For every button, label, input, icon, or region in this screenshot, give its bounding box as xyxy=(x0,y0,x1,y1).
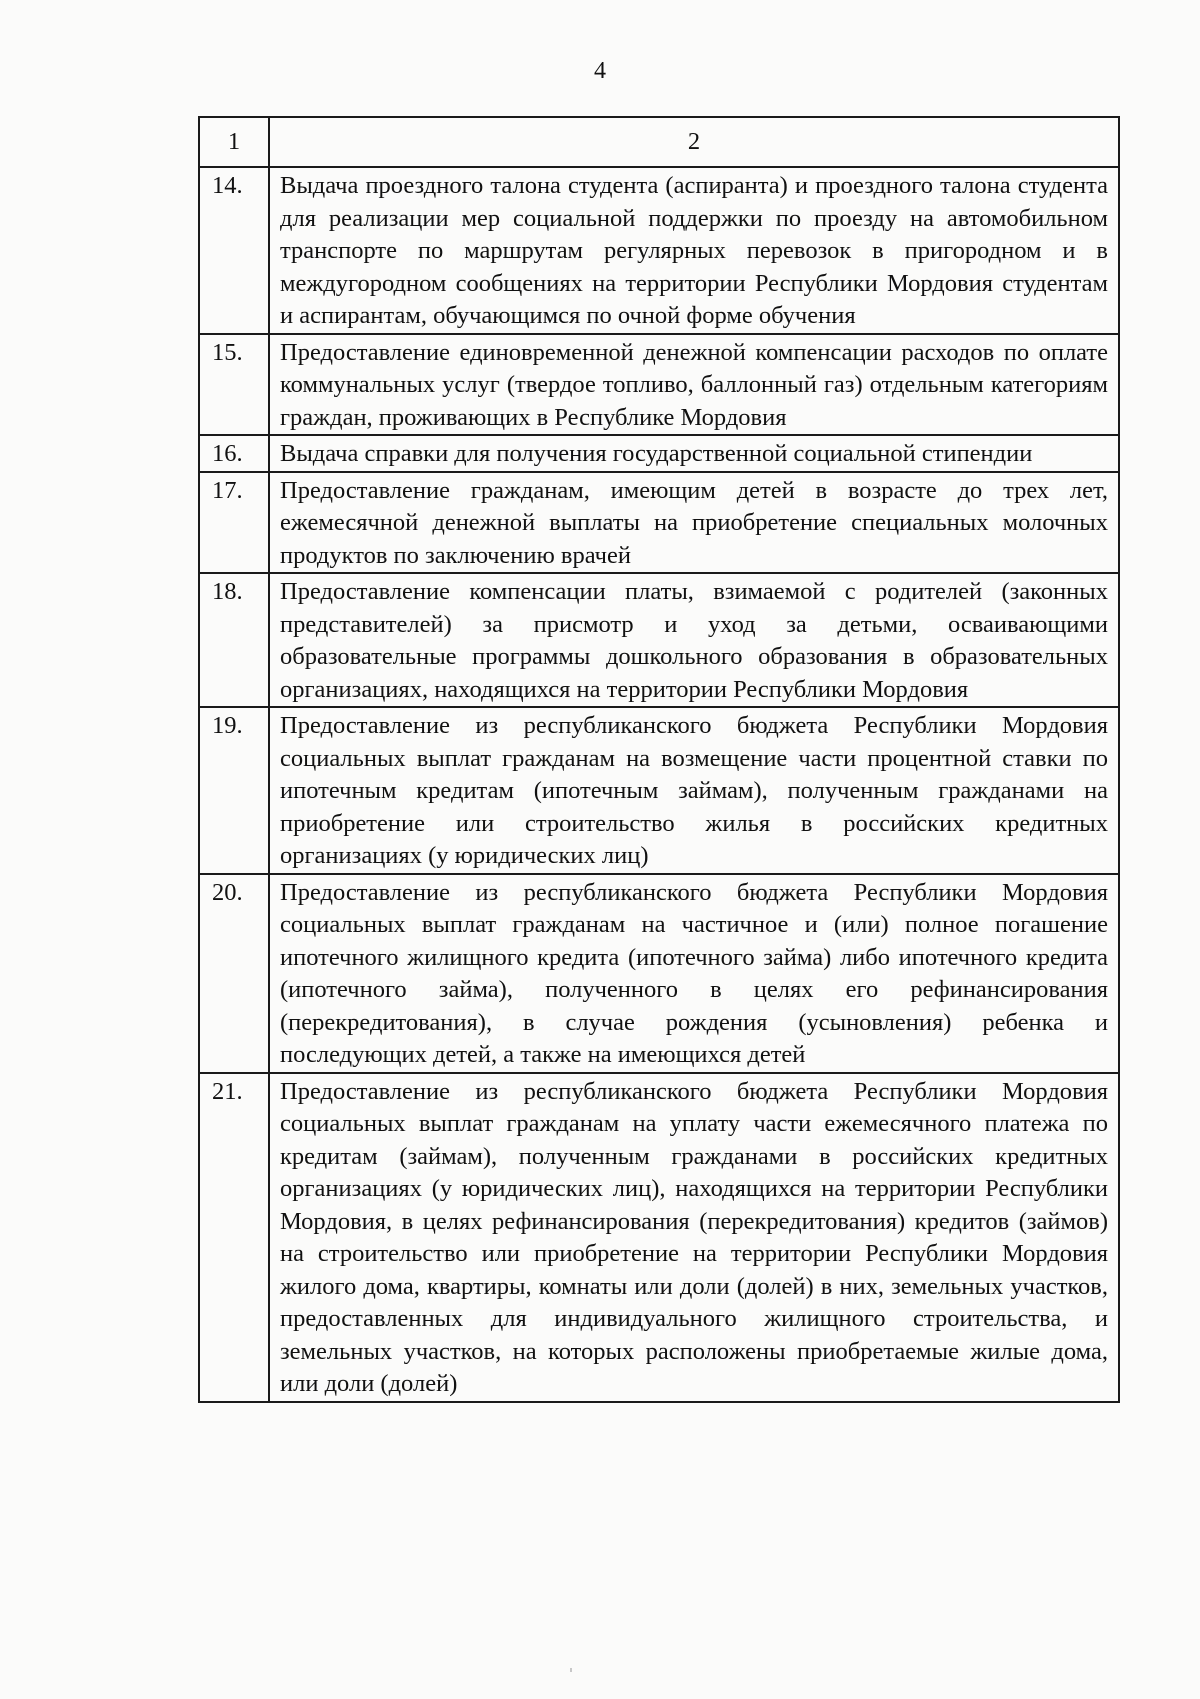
row-number: 15. xyxy=(199,334,269,436)
row-number: 18. xyxy=(199,573,269,707)
row-description: Предоставление компенсации платы, взимаемой с родителей (законных представителей) за присмотр и уход за детьми, осваивающими образовательные программы дошкольного образования в образовательных организациях, находящихся на территории Республики Мордовия xyxy=(269,573,1119,707)
row-number: 17. xyxy=(199,472,269,574)
table-header-row xyxy=(199,117,1119,167)
row-description: Предоставление из республиканского бюджета Республики Мордовия социальных выплат гражданам на уплату части ежемесячного платежа по кредитам (займам), полученным гражданами в российских кредитных организациях (у юридических лиц), находящихся на территории Республики Мордовия, в целях рефинансирования (перекредитования) кредитов (займов) на строительство или приобретение на территории Республики Мордовия жилого дома, квартиры, комнаты или доли (долей) в них, земельных участков, предоставленных для индивидуального жилищного строительства, и земельных участков, на которых расположены приобретаемые жилые дома, или доли (долей) xyxy=(269,1073,1119,1402)
table-row xyxy=(199,334,1119,436)
scan-artifact xyxy=(570,1668,572,1672)
row-description: Предоставление гражданам, имеющим детей в возрасте до трех лет, ежемесячной денежной выплаты на приобретение специальных молочных продуктов по заключению врачей xyxy=(269,472,1119,574)
row-number: 14. xyxy=(199,167,269,334)
row-number: 16. xyxy=(199,435,269,472)
row-description: Выдача справки для получения государственной социальной стипендии xyxy=(269,435,1119,472)
table-row xyxy=(199,573,1119,707)
row-number: 19. xyxy=(199,707,269,874)
page-number: 4 xyxy=(594,58,606,84)
row-number: 20. xyxy=(199,874,269,1073)
row-description: Предоставление единовременной денежной компенсации расходов по оплате коммунальных услуг (твердое топливо, баллонный газ) отдельным категориям граждан, проживающих в Республике Мордовия xyxy=(269,334,1119,436)
table-row xyxy=(199,435,1119,472)
table-row xyxy=(199,707,1119,874)
row-description: Предоставление из республиканского бюджета Республики Мордовия социальных выплат гражданам на возмещение части процентной ставки по ипотечным кредитам (ипотечным займам), полученным гражданами на приобретение или строительство жилья в российских кредитных организациях (у юридических лиц) xyxy=(269,707,1119,874)
table-row xyxy=(199,472,1119,574)
table-row xyxy=(199,874,1119,1073)
row-description: Выдача проездного талона студента (аспиранта) и проездного талона студента для реализации мер социальной поддержки по проезду на автомобильном транспорте по маршрутам регулярных перевозок в пригородном и в междугородном сообщениях на территории Республики Мордовия студентам и аспирантам, обучающимся по очной форме обучения xyxy=(269,167,1119,334)
column-header-number: 1 xyxy=(199,117,269,167)
services-table xyxy=(198,116,1120,1403)
table-row xyxy=(199,1073,1119,1402)
table-row xyxy=(199,167,1119,334)
row-number: 21. xyxy=(199,1073,269,1402)
column-header-description: 2 xyxy=(269,117,1119,167)
row-description: Предоставление из республиканского бюджета Республики Мордовия социальных выплат гражданам на частичное и (или) полное погашение ипотечного жилищного кредита (ипотечного займа) либо ипотечного кредита (ипотечного займа), полученного в целях его рефинансирования (перекредитования), в случае рождения (усыновления) ребенка и последующих детей, а также на имеющихся детей xyxy=(269,874,1119,1073)
